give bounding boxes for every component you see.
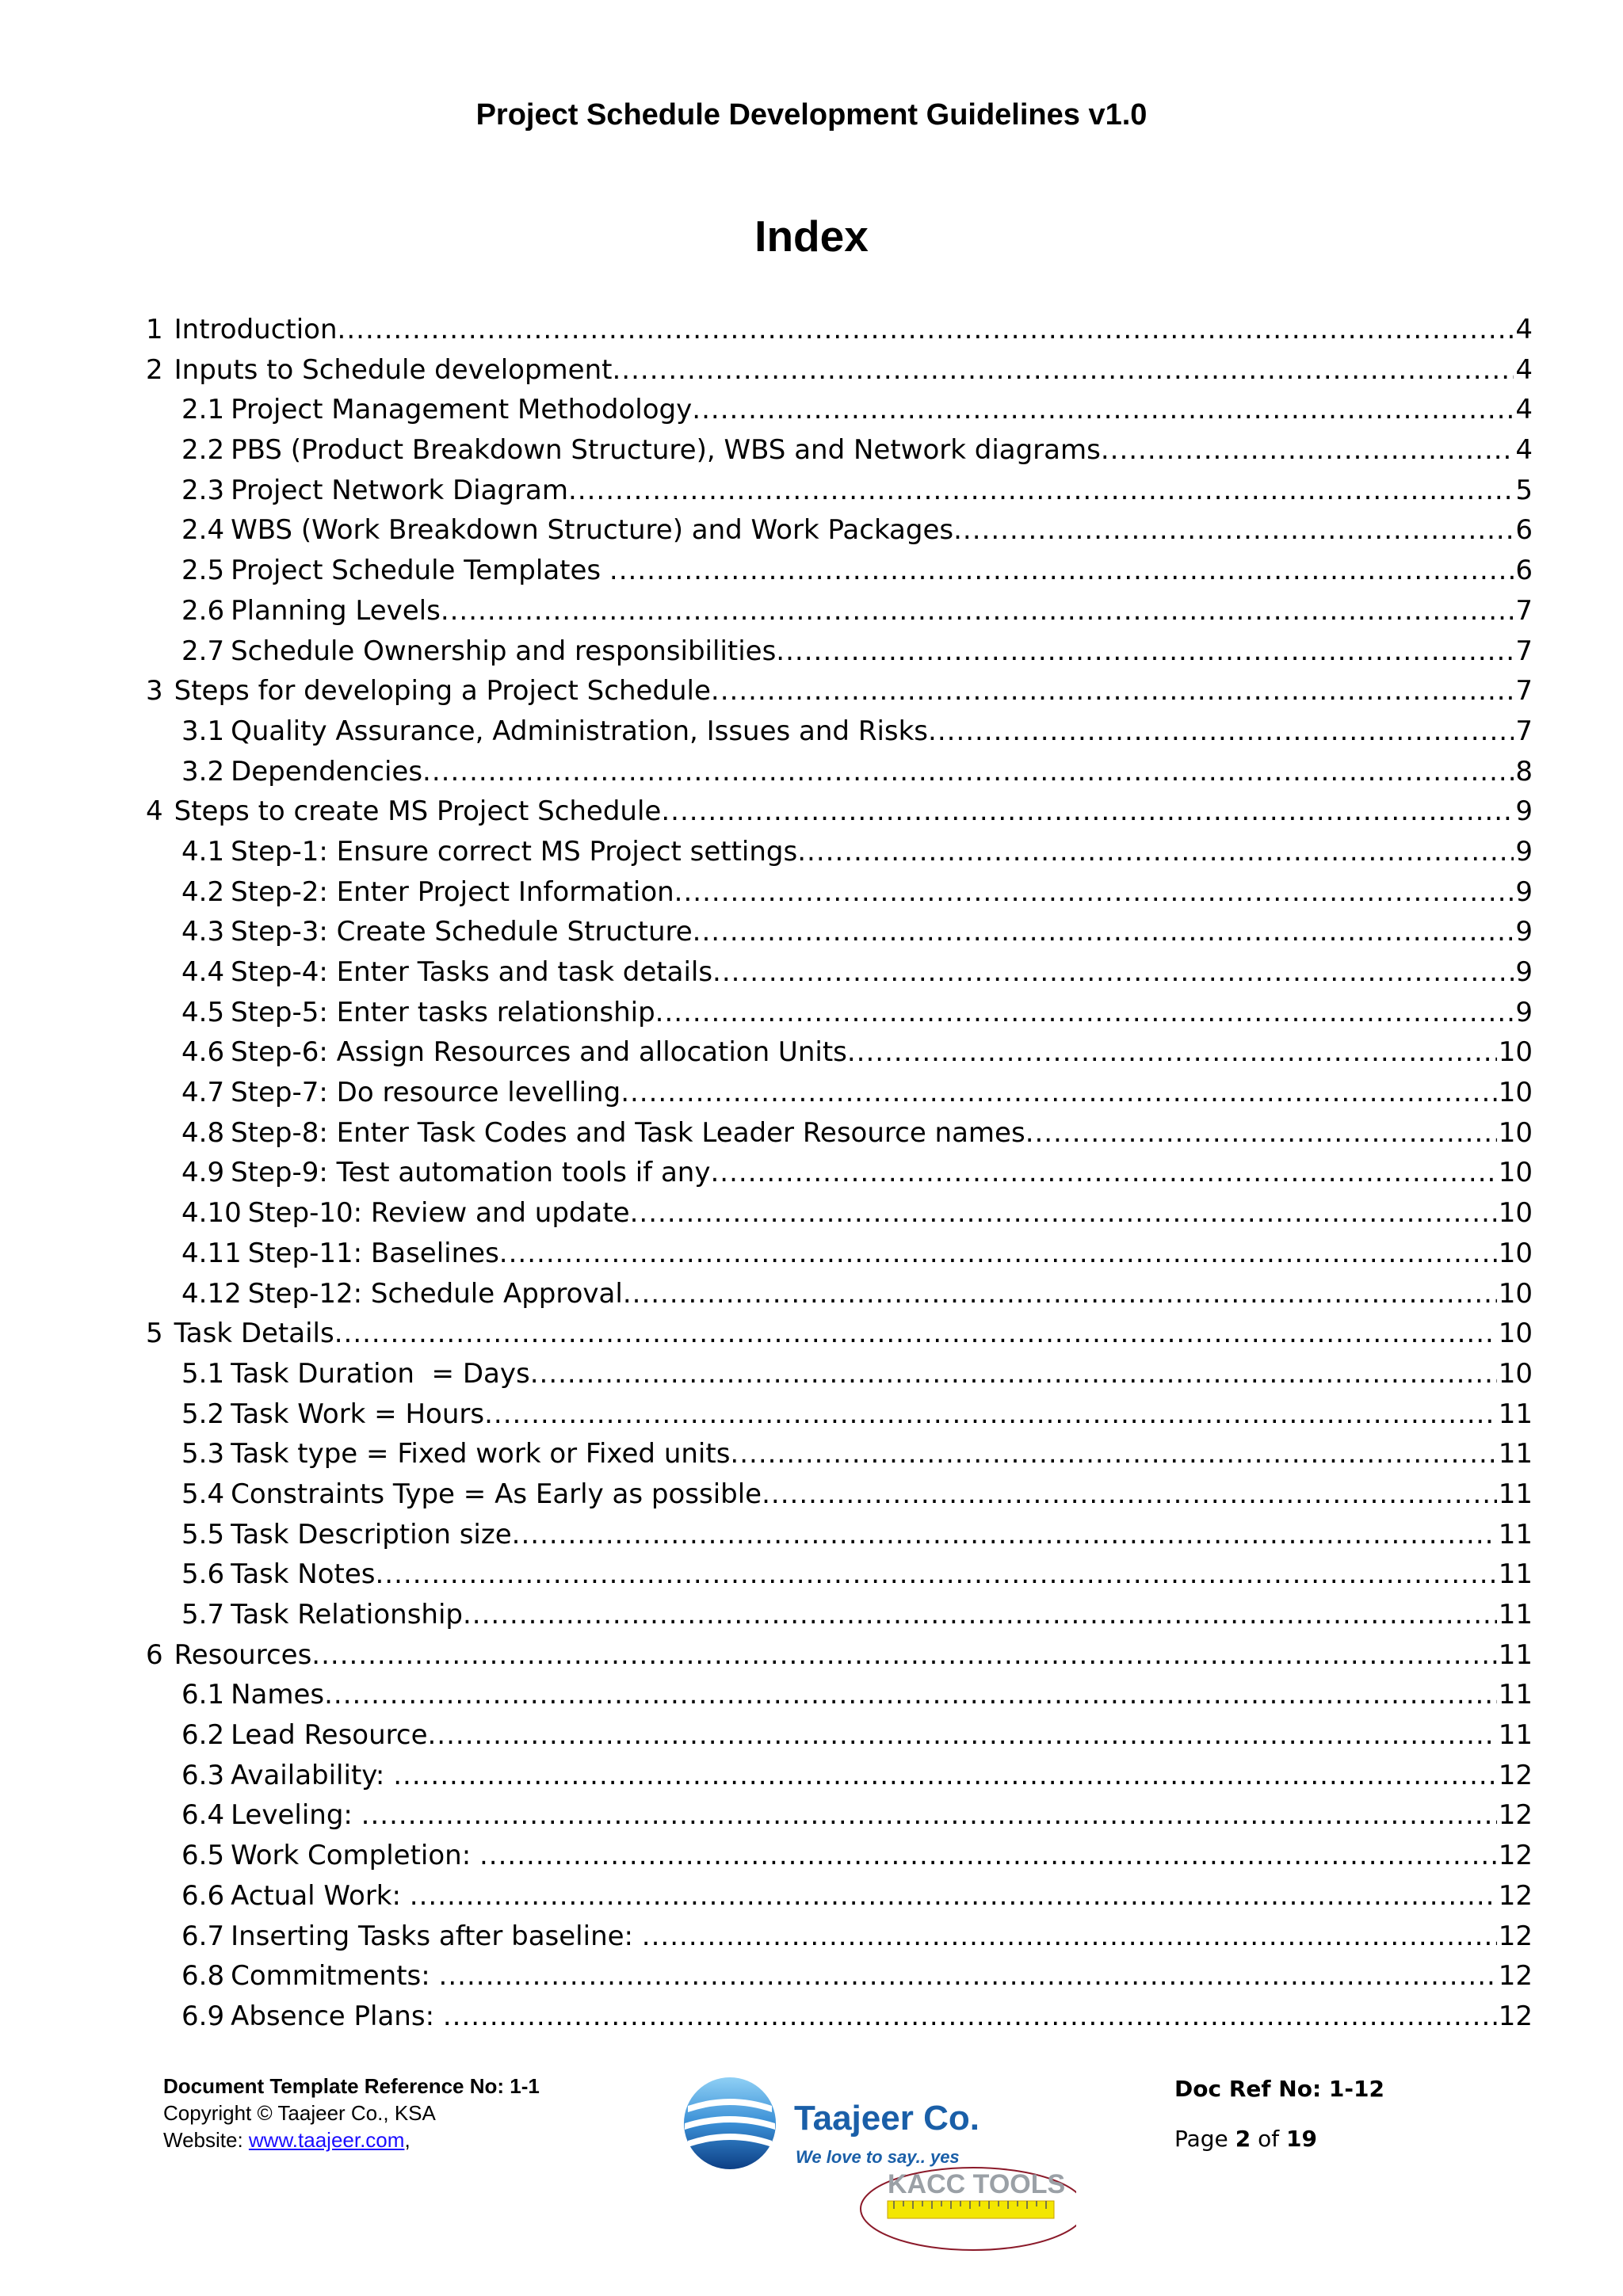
- toc-leader-dots: [609, 551, 1514, 591]
- toc-page-number: 12: [1498, 1960, 1533, 1993]
- toc-page-number: 9: [1515, 875, 1533, 908]
- toc-number: 1: [146, 314, 163, 345]
- toc-entry[interactable]: [146, 1836, 1533, 1876]
- toc-number: 2.7: [181, 635, 225, 667]
- toc-entry[interactable]: [146, 1474, 1533, 1515]
- toc-title: Step-10: Review and update: [247, 1197, 630, 1230]
- toc-entry[interactable]: [146, 1795, 1533, 1836]
- toc-leader-dots: [484, 1394, 1497, 1435]
- toc-number: 6.8: [181, 1960, 225, 1993]
- toc-page-number: 7: [1515, 594, 1533, 627]
- toc-page-number: 12: [1498, 1799, 1533, 1832]
- toc-title: Step-9: Test automation tools if any: [231, 1157, 711, 1189]
- toc-title: Project Schedule Templates: [231, 555, 609, 587]
- toc-entry[interactable]: [146, 310, 1533, 350]
- toc-entry[interactable]: [146, 390, 1533, 430]
- footer-right: [1174, 2076, 1384, 2152]
- toc-number: 2.2: [181, 434, 225, 467]
- toc-entry[interactable]: [146, 471, 1533, 511]
- toc-title: Step-3: Create Schedule Structure: [231, 916, 693, 948]
- toc-title: Step-12: Schedule Approval: [247, 1277, 623, 1310]
- toc-leader-dots: [693, 912, 1514, 952]
- toc-leader-dots: [479, 1836, 1497, 1876]
- index-heading: Index: [754, 212, 869, 261]
- toc-number: 5.3: [181, 1438, 225, 1470]
- toc-page-number: 9: [1515, 996, 1533, 1028]
- toc-leader-dots: [530, 1354, 1497, 1394]
- toc-leader-dots: [630, 1193, 1497, 1234]
- toc-title: Commitments:: [231, 1960, 439, 1993]
- toc-leader-dots: [674, 872, 1514, 913]
- toc-number: 4.10: [181, 1197, 242, 1230]
- toc-entry[interactable]: [146, 1193, 1533, 1234]
- toc-entry[interactable]: [146, 912, 1533, 952]
- toc-title: Task type = Fixed work or Fixed units: [231, 1438, 731, 1470]
- toc-title: Schedule Ownership and responsibilities: [231, 635, 777, 667]
- toc-title: Lead Resource: [231, 1719, 428, 1752]
- stamp-icon: [861, 2168, 1076, 2250]
- toc-number: 4.8: [181, 1116, 225, 1149]
- toc-title: Project Management Methodology: [231, 394, 693, 426]
- taajeer-logo: [680, 2074, 1076, 2256]
- toc-title: Step-6: Assign Resources and allocation Units: [231, 1036, 847, 1069]
- toc-title: Project Network Diagram: [231, 474, 568, 506]
- toc-page-number: 9: [1515, 956, 1533, 988]
- toc-title: Leveling:: [231, 1799, 361, 1832]
- toc-page-number: 10: [1498, 1157, 1533, 1189]
- toc-number: 4.6: [181, 1036, 225, 1069]
- toc-entry[interactable]: [146, 1554, 1533, 1595]
- toc-page-number: 10: [1498, 1357, 1533, 1390]
- toc-page-number: 11: [1498, 1679, 1533, 1711]
- toc-title: Step-2: Enter Project Information: [231, 875, 674, 908]
- toc-page-number: 10: [1498, 1277, 1533, 1310]
- toc-number: 4.4: [181, 956, 225, 988]
- toc-leader-dots: [661, 791, 1514, 832]
- toc-entry[interactable]: [146, 1635, 1533, 1676]
- toc-entry[interactable]: [146, 1434, 1533, 1474]
- toc-number: 4.1: [181, 835, 225, 868]
- toc-page-number: 5: [1515, 474, 1533, 506]
- copyright-text: Copyright © Taajeer Co., KSA: [163, 2101, 436, 2125]
- toc-page-number: 10: [1498, 1237, 1533, 1269]
- toc-entry[interactable]: [146, 551, 1533, 591]
- toc-number: 5.1: [181, 1357, 225, 1390]
- toc-number: 2.1: [181, 394, 225, 426]
- toc-entry[interactable]: [146, 1153, 1533, 1193]
- toc-leader-dots: [776, 631, 1514, 672]
- toc-number: 4.5: [181, 996, 225, 1028]
- website-suffix: ,: [404, 2128, 411, 2152]
- toc-title: Step-1: Ensure correct MS Project settings: [231, 835, 798, 868]
- toc-leader-dots: [428, 1715, 1497, 1756]
- toc-entry[interactable]: [146, 1274, 1533, 1314]
- toc-number: 6.3: [181, 1759, 225, 1791]
- toc-entry[interactable]: [146, 1032, 1533, 1073]
- toc-entry[interactable]: [146, 350, 1533, 391]
- toc-leader-dots: [730, 1434, 1496, 1474]
- toc-title: WBS (Work Breakdown Structure) and Work Packages: [231, 514, 954, 547]
- toc-page-number: 10: [1498, 1197, 1533, 1230]
- toc-number: 4.11: [181, 1237, 242, 1269]
- toc-page-number: 11: [1498, 1398, 1533, 1430]
- toc-leader-dots: [568, 471, 1514, 511]
- toc-page-number: 11: [1498, 1558, 1533, 1591]
- toc-number: 2.3: [181, 474, 225, 506]
- toc-number: 6.5: [181, 1840, 225, 1872]
- page-total: 19: [1285, 2126, 1317, 2152]
- toc-page-number: 11: [1498, 1719, 1533, 1752]
- toc-title: Inserting Tasks after baseline:: [231, 1920, 642, 1952]
- page-current: 2: [1235, 2126, 1251, 2152]
- toc-page-number: 7: [1515, 635, 1533, 667]
- toc-entry[interactable]: [146, 591, 1533, 631]
- stamp-text: KACC TOOLS: [888, 2169, 1066, 2199]
- toc-page-number: 11: [1498, 1638, 1533, 1671]
- toc-title: Step-5: Enter tasks relationship: [231, 996, 655, 1028]
- toc-number: 5.2: [181, 1398, 225, 1430]
- toc-title: Dependencies: [231, 755, 423, 788]
- toc-page-number: 7: [1515, 675, 1533, 707]
- toc-number: 6: [146, 1638, 163, 1671]
- toc-title: Resources: [174, 1638, 312, 1671]
- toc-number: 3.1: [181, 715, 225, 747]
- page-of: of: [1251, 2126, 1286, 2152]
- toc-page-number: 6: [1515, 514, 1533, 547]
- toc-number: 4.9: [181, 1157, 225, 1189]
- toc-entry[interactable]: [146, 711, 1533, 752]
- toc-title: Step-7: Do resource levelling: [231, 1077, 621, 1109]
- toc-page-number: 10: [1498, 1036, 1533, 1069]
- toc-leader-dots: [311, 1635, 1496, 1676]
- toc-entry[interactable]: [146, 1997, 1533, 2037]
- toc-number: 4.2: [181, 875, 225, 908]
- toc-title: Step-11: Baselines: [247, 1237, 499, 1269]
- toc-entry[interactable]: [146, 872, 1533, 913]
- toc-entry[interactable]: [146, 832, 1533, 872]
- toc-page-number: 9: [1515, 835, 1533, 868]
- toc-number: 6.1: [181, 1679, 225, 1711]
- toc-number: 4.3: [181, 916, 225, 948]
- toc-entry[interactable]: [146, 1956, 1533, 1997]
- toc-number: 5.7: [181, 1599, 225, 1630]
- toc-entry[interactable]: [146, 993, 1533, 1033]
- toc-number: 5.6: [181, 1558, 225, 1591]
- logo-tagline: We love to say.. yes: [796, 2147, 960, 2167]
- toc-title: Constraints Type = As Early as possible: [231, 1478, 762, 1510]
- toc-page-number: 4: [1515, 394, 1533, 426]
- toc-title: Step-8: Enter Task Codes and Task Leader Resource names: [231, 1116, 1025, 1149]
- toc-page-number: 6: [1515, 555, 1533, 587]
- toc-leader-dots: [797, 832, 1514, 872]
- toc-page-number: 12: [1498, 1920, 1533, 1952]
- toc-leader-dots: [324, 1675, 1497, 1715]
- toc-title: Task Duration = Days: [231, 1357, 530, 1390]
- toc-entry[interactable]: [146, 1314, 1533, 1354]
- toc-page-number: 10: [1498, 1318, 1533, 1350]
- toc-leader-dots: [612, 350, 1514, 391]
- toc-number: 2: [146, 353, 163, 386]
- toc-leader-dots: [712, 952, 1514, 993]
- website-link[interactable]: www.taajeer.com: [248, 2128, 405, 2152]
- toc-title: Actual Work:: [231, 1879, 410, 1912]
- toc-number: 6.2: [181, 1719, 225, 1752]
- toc-title: Names: [231, 1679, 325, 1711]
- toc-leader-dots: [443, 1997, 1497, 2037]
- toc-entry[interactable]: [146, 510, 1533, 551]
- toc-leader-dots: [1025, 1113, 1497, 1154]
- toc-entry[interactable]: [146, 1876, 1533, 1917]
- toc-title: Task Description size: [231, 1518, 512, 1550]
- toc-title: Task Notes: [231, 1558, 376, 1591]
- toc-leader-dots: [710, 1153, 1496, 1193]
- toc-title: Inputs to Schedule development: [174, 353, 613, 386]
- toc-entry[interactable]: [146, 1394, 1533, 1435]
- toc-entry[interactable]: [146, 671, 1533, 711]
- toc-entry[interactable]: [146, 1073, 1533, 1113]
- toc-number: 5.4: [181, 1478, 225, 1510]
- globe-icon: [684, 2077, 776, 2169]
- toc-number: 6.7: [181, 1920, 225, 1952]
- toc-entry[interactable]: [146, 1234, 1533, 1274]
- toc-leader-dots: [334, 1314, 1497, 1354]
- toc-title: Task Work = Hours: [231, 1398, 485, 1430]
- toc-entry[interactable]: [146, 1675, 1533, 1715]
- footer-left: [163, 2073, 540, 2153]
- toc-page-number: 9: [1515, 795, 1533, 828]
- toc-leader-dots: [711, 671, 1514, 711]
- toc-entry[interactable]: [146, 1113, 1533, 1154]
- toc-leader-dots: [439, 1956, 1497, 1997]
- toc-leader-dots: [361, 1795, 1497, 1836]
- toc-entry[interactable]: [146, 1756, 1533, 1796]
- toc-title: Planning Levels: [231, 594, 441, 627]
- toc-leader-dots: [422, 752, 1514, 792]
- doc-ref: Doc Ref No: 1-12: [1174, 2076, 1384, 2102]
- toc-leader-dots: [655, 993, 1514, 1033]
- toc-page-number: 7: [1515, 715, 1533, 747]
- toc-entry[interactable]: [146, 1515, 1533, 1555]
- toc-title: Step-4: Enter Tasks and task details: [231, 956, 713, 988]
- toc-page-number: 11: [1498, 1438, 1533, 1470]
- table-of-contents: [146, 310, 1533, 2037]
- toc-page-number: 12: [1498, 1879, 1533, 1912]
- logo-company-name: Taajeer Co.: [794, 2099, 980, 2138]
- toc-entry[interactable]: [146, 791, 1533, 832]
- toc-page-number: 4: [1515, 314, 1533, 345]
- toc-title: Task Details: [174, 1318, 334, 1350]
- website-line: [163, 2126, 540, 2153]
- toc-number: 6.9: [181, 2000, 225, 2032]
- toc-page-number: 4: [1515, 434, 1533, 467]
- toc-page-number: 10: [1498, 1077, 1533, 1109]
- toc-entry[interactable]: [146, 1595, 1533, 1635]
- toc-number: 5.5: [181, 1518, 225, 1550]
- toc-number: 3.2: [181, 755, 225, 788]
- page-number: [1174, 2126, 1384, 2152]
- toc-leader-dots: [928, 711, 1514, 752]
- toc-leader-dots: [692, 390, 1514, 430]
- toc-page-number: 4: [1515, 353, 1533, 386]
- toc-title: Task Relationship: [231, 1599, 463, 1630]
- toc-entry[interactable]: [146, 1354, 1533, 1394]
- toc-number: 2.6: [181, 594, 225, 627]
- toc-leader-dots: [375, 1554, 1496, 1595]
- toc-entry[interactable]: [146, 952, 1533, 993]
- toc-leader-dots: [338, 310, 1514, 350]
- toc-number: 2.4: [181, 514, 225, 547]
- toc-title: Quality Assurance, Administration, Issues and Risks: [231, 715, 929, 747]
- toc-entry[interactable]: [146, 430, 1533, 471]
- toc-entry[interactable]: [146, 631, 1533, 672]
- toc-leader-dots: [410, 1876, 1497, 1917]
- toc-title: Absence Plans:: [231, 2000, 443, 2032]
- toc-title: Steps for developing a Project Schedule: [174, 675, 711, 707]
- toc-number: 5: [146, 1318, 163, 1350]
- toc-leader-dots: [762, 1474, 1497, 1515]
- toc-page-number: 11: [1498, 1478, 1533, 1510]
- toc-leader-dots: [393, 1756, 1497, 1796]
- toc-title: Work Completion:: [231, 1840, 479, 1872]
- toc-title: Steps to create MS Project Schedule: [174, 795, 662, 828]
- toc-page-number: 12: [1498, 2000, 1533, 2032]
- toc-number: 3: [146, 675, 163, 707]
- toc-leader-dots: [623, 1274, 1497, 1314]
- page-header-title: Project Schedule Development Guidelines v1.0: [475, 98, 1148, 132]
- toc-page-number: 11: [1498, 1518, 1533, 1550]
- toc-title: Availability:: [231, 1759, 394, 1791]
- toc-number: 6.6: [181, 1879, 225, 1912]
- toc-leader-dots: [1101, 430, 1514, 471]
- template-reference: Document Template Reference No: 1-1: [163, 2074, 540, 2098]
- toc-leader-dots: [499, 1234, 1497, 1274]
- toc-page-number: 11: [1498, 1599, 1533, 1630]
- toc-page-number: 12: [1498, 1759, 1533, 1791]
- toc-title: Introduction: [174, 314, 338, 345]
- toc-leader-dots: [642, 1917, 1497, 1957]
- toc-title: PBS (Product Breakdown Structure), WBS and Network diagrams: [231, 434, 1101, 467]
- toc-page-number: 9: [1515, 916, 1533, 948]
- toc-leader-dots: [512, 1515, 1497, 1555]
- toc-leader-dots: [847, 1032, 1497, 1073]
- toc-page-number: 8: [1515, 755, 1533, 788]
- toc-entry[interactable]: [146, 752, 1533, 792]
- toc-leader-dots: [463, 1595, 1497, 1635]
- toc-page-number: 12: [1498, 1840, 1533, 1872]
- toc-number: 4: [146, 795, 163, 828]
- toc-number: 2.5: [181, 555, 225, 587]
- toc-number: 4.7: [181, 1077, 225, 1109]
- toc-page-number: 10: [1498, 1116, 1533, 1149]
- toc-leader-dots: [441, 591, 1514, 631]
- toc-leader-dots: [953, 510, 1514, 551]
- toc-leader-dots: [621, 1073, 1497, 1113]
- toc-number: 4.12: [181, 1277, 242, 1310]
- toc-entry[interactable]: [146, 1715, 1533, 1756]
- page-prefix: Page: [1174, 2126, 1235, 2152]
- toc-entry[interactable]: [146, 1917, 1533, 1957]
- website-label: Website:: [163, 2128, 249, 2152]
- toc-number: 6.4: [181, 1799, 225, 1832]
